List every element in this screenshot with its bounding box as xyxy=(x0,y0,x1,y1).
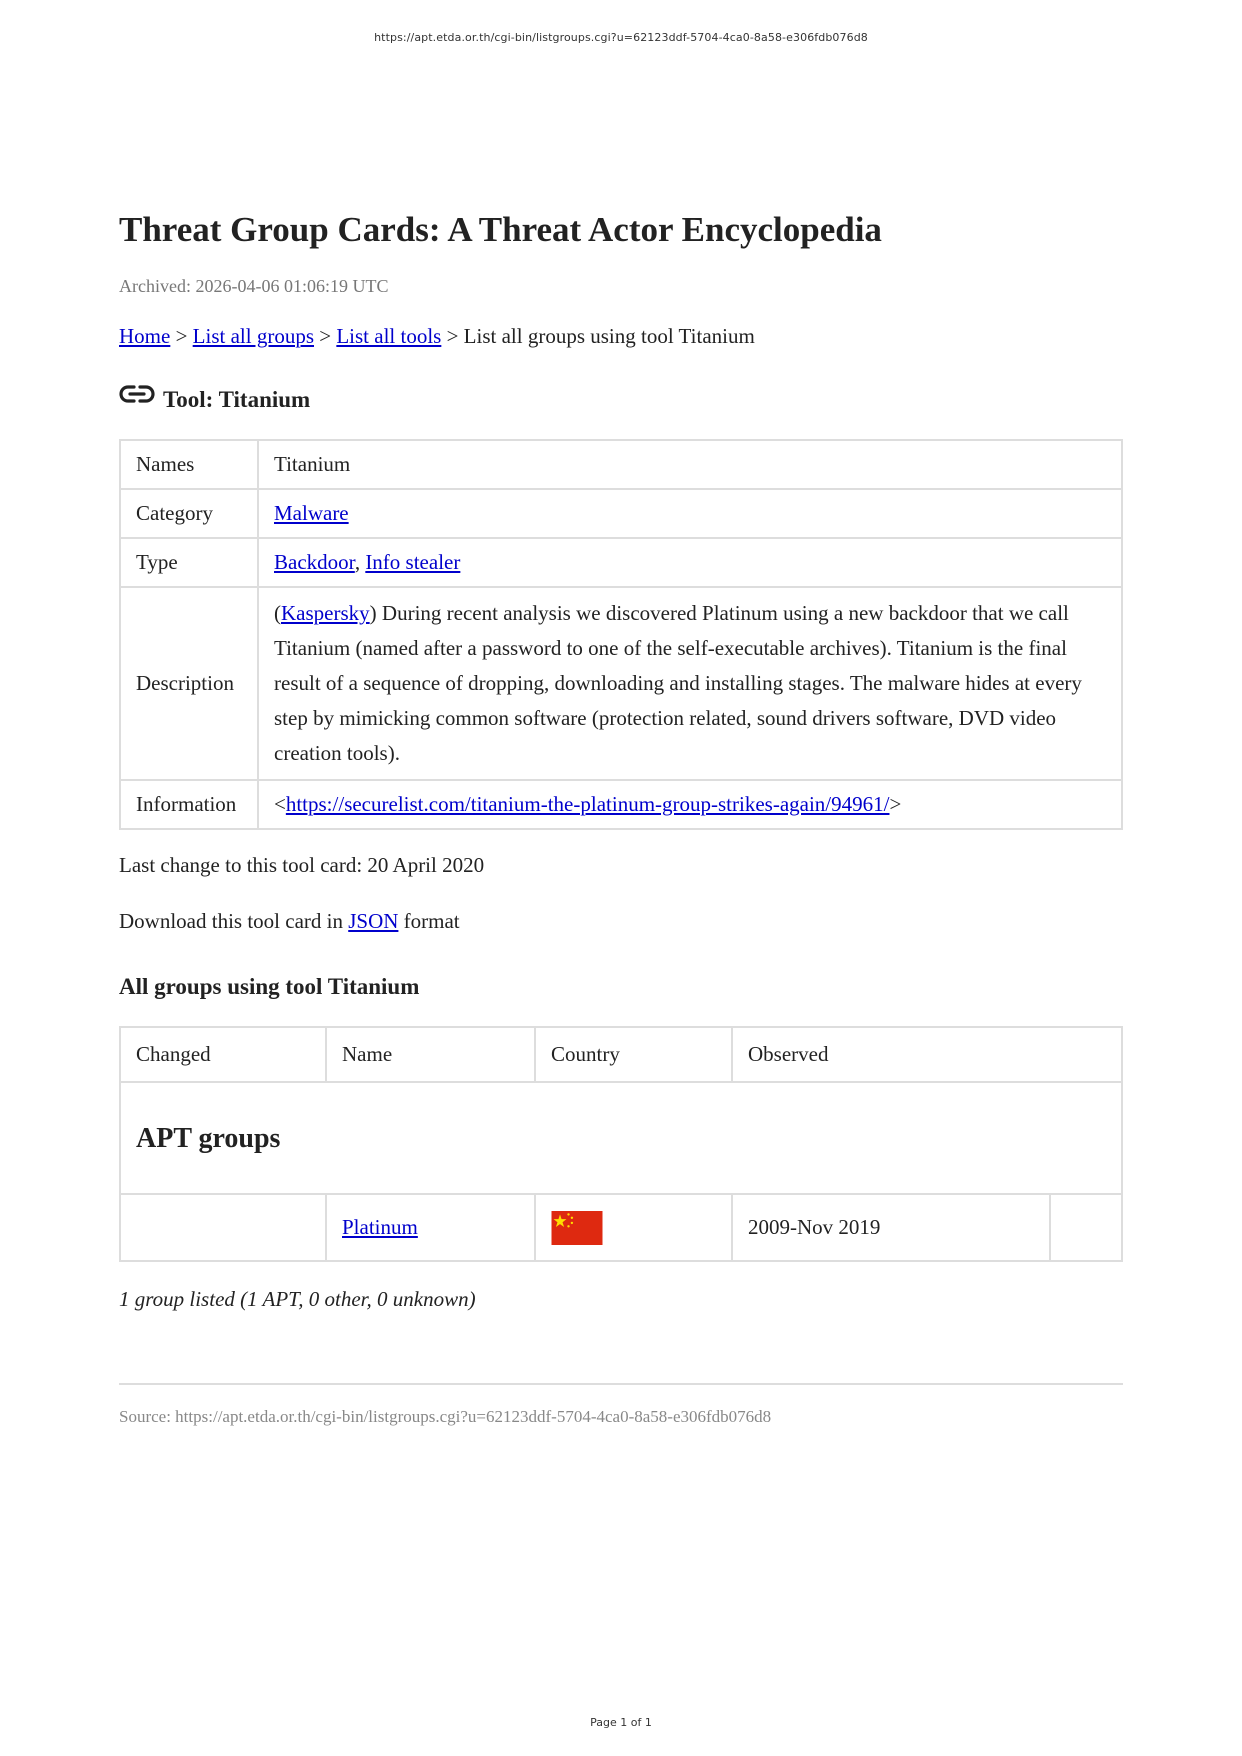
tool-title: Tool: Titanium xyxy=(163,387,311,412)
type-value xyxy=(258,538,1122,587)
print-header-url: https://apt.etda.or.th/cgi-bin/listgroups.cgi?u=62123ddf-5704-4ca0-8a58-e306fdb076d8 xyxy=(374,31,868,44)
column-header-name: Name xyxy=(326,1027,535,1082)
breadcrumb-separator: > xyxy=(170,324,193,348)
observed-cell: 2009-Nov 2019 xyxy=(732,1194,1050,1261)
names-value: Titanium xyxy=(258,440,1122,489)
breadcrumb-groups-link[interactable]: List all groups xyxy=(192,324,314,348)
column-header-country: Country xyxy=(535,1027,732,1082)
name-cell xyxy=(326,1194,535,1261)
group-link-platinum[interactable]: Platinum xyxy=(342,1215,418,1239)
type-link-info-stealer[interactable]: Info stealer xyxy=(365,550,461,574)
groups-summary: 1 group listed (1 APT, 0 other, 0 unknown) xyxy=(119,1287,476,1311)
category-row xyxy=(120,1082,1122,1194)
information-open: < xyxy=(274,792,286,816)
main-content xyxy=(119,208,1123,1428)
groups-table xyxy=(119,1026,1123,1262)
table-row xyxy=(120,780,1122,829)
groups-heading: All groups using tool Titanium xyxy=(119,974,420,999)
last-change-text: Last change to this tool card: 20 April 2020 xyxy=(119,853,485,877)
table-row xyxy=(120,538,1122,587)
column-header-observed: Observed xyxy=(732,1027,1122,1082)
type-label: Type xyxy=(120,538,258,587)
table-row xyxy=(120,440,1122,489)
china-flag-icon xyxy=(551,1211,603,1245)
download-line xyxy=(119,908,1123,934)
tool-details-table xyxy=(119,439,1123,830)
breadcrumb-separator: > xyxy=(314,324,337,348)
names-label: Names xyxy=(120,440,258,489)
category-label: Category xyxy=(120,489,258,538)
link-icon xyxy=(119,383,155,405)
changed-cell xyxy=(120,1194,326,1261)
table-row xyxy=(120,587,1122,780)
table-row xyxy=(120,1194,1122,1261)
empty-cell xyxy=(1050,1194,1122,1261)
breadcrumb-current: > List all groups using tool Titanium xyxy=(441,324,755,348)
table-row xyxy=(120,489,1122,538)
description-source-close: ) xyxy=(369,601,377,625)
country-cell xyxy=(535,1194,732,1261)
type-separator: , xyxy=(354,550,366,574)
description-source-open: ( xyxy=(274,601,281,625)
source-url: Source: https://apt.etda.or.th/cgi-bin/listgroups.cgi?u=62123ddf-5704-4ca0-8a58-e306fdb076d8 xyxy=(119,1407,772,1426)
information-value xyxy=(258,780,1122,829)
information-label: Information xyxy=(120,780,258,829)
category-link[interactable]: Malware xyxy=(274,501,349,525)
breadcrumb xyxy=(119,323,1123,349)
description-source-link[interactable]: Kaspersky xyxy=(281,601,370,625)
description-text: During recent analysis we discovered Platinum using a new backdoor that we call Titanium (named after a password to one of the self-executable archives). Titanium is the final result of a sequence of dropping, downloading and installing stages. The malware hides at every step by mimicking common software (protection related, sound drivers software, DVD video creation tools). xyxy=(274,601,1082,765)
breadcrumb-home-link[interactable]: Home xyxy=(119,324,171,348)
apt-groups-heading: APT groups xyxy=(120,1082,1122,1194)
type-link-backdoor[interactable]: Backdoor xyxy=(274,550,355,574)
information-close: > xyxy=(889,792,902,816)
download-prefix: Download this tool card in xyxy=(119,909,349,933)
description-label: Description xyxy=(120,587,258,780)
json-download-link[interactable]: JSON xyxy=(348,909,399,933)
table-header-row xyxy=(120,1027,1122,1082)
page-number: Page 1 of 1 xyxy=(590,1716,652,1729)
download-suffix: format xyxy=(398,909,460,933)
page-title: Threat Group Cards: A Threat Actor Encyclopedia xyxy=(119,210,882,249)
archived-timestamp: Archived: 2026-04-06 01:06:19 UTC xyxy=(119,276,389,296)
tool-heading xyxy=(119,379,1123,413)
category-value xyxy=(258,489,1122,538)
information-link[interactable]: https://securelist.com/titanium-the-platinum-group-strikes-again/94961/ xyxy=(285,792,890,816)
column-header-changed: Changed xyxy=(120,1027,326,1082)
footer-divider xyxy=(119,1383,1123,1385)
description-value xyxy=(258,587,1122,780)
breadcrumb-tools-link[interactable]: List all tools xyxy=(336,324,442,348)
